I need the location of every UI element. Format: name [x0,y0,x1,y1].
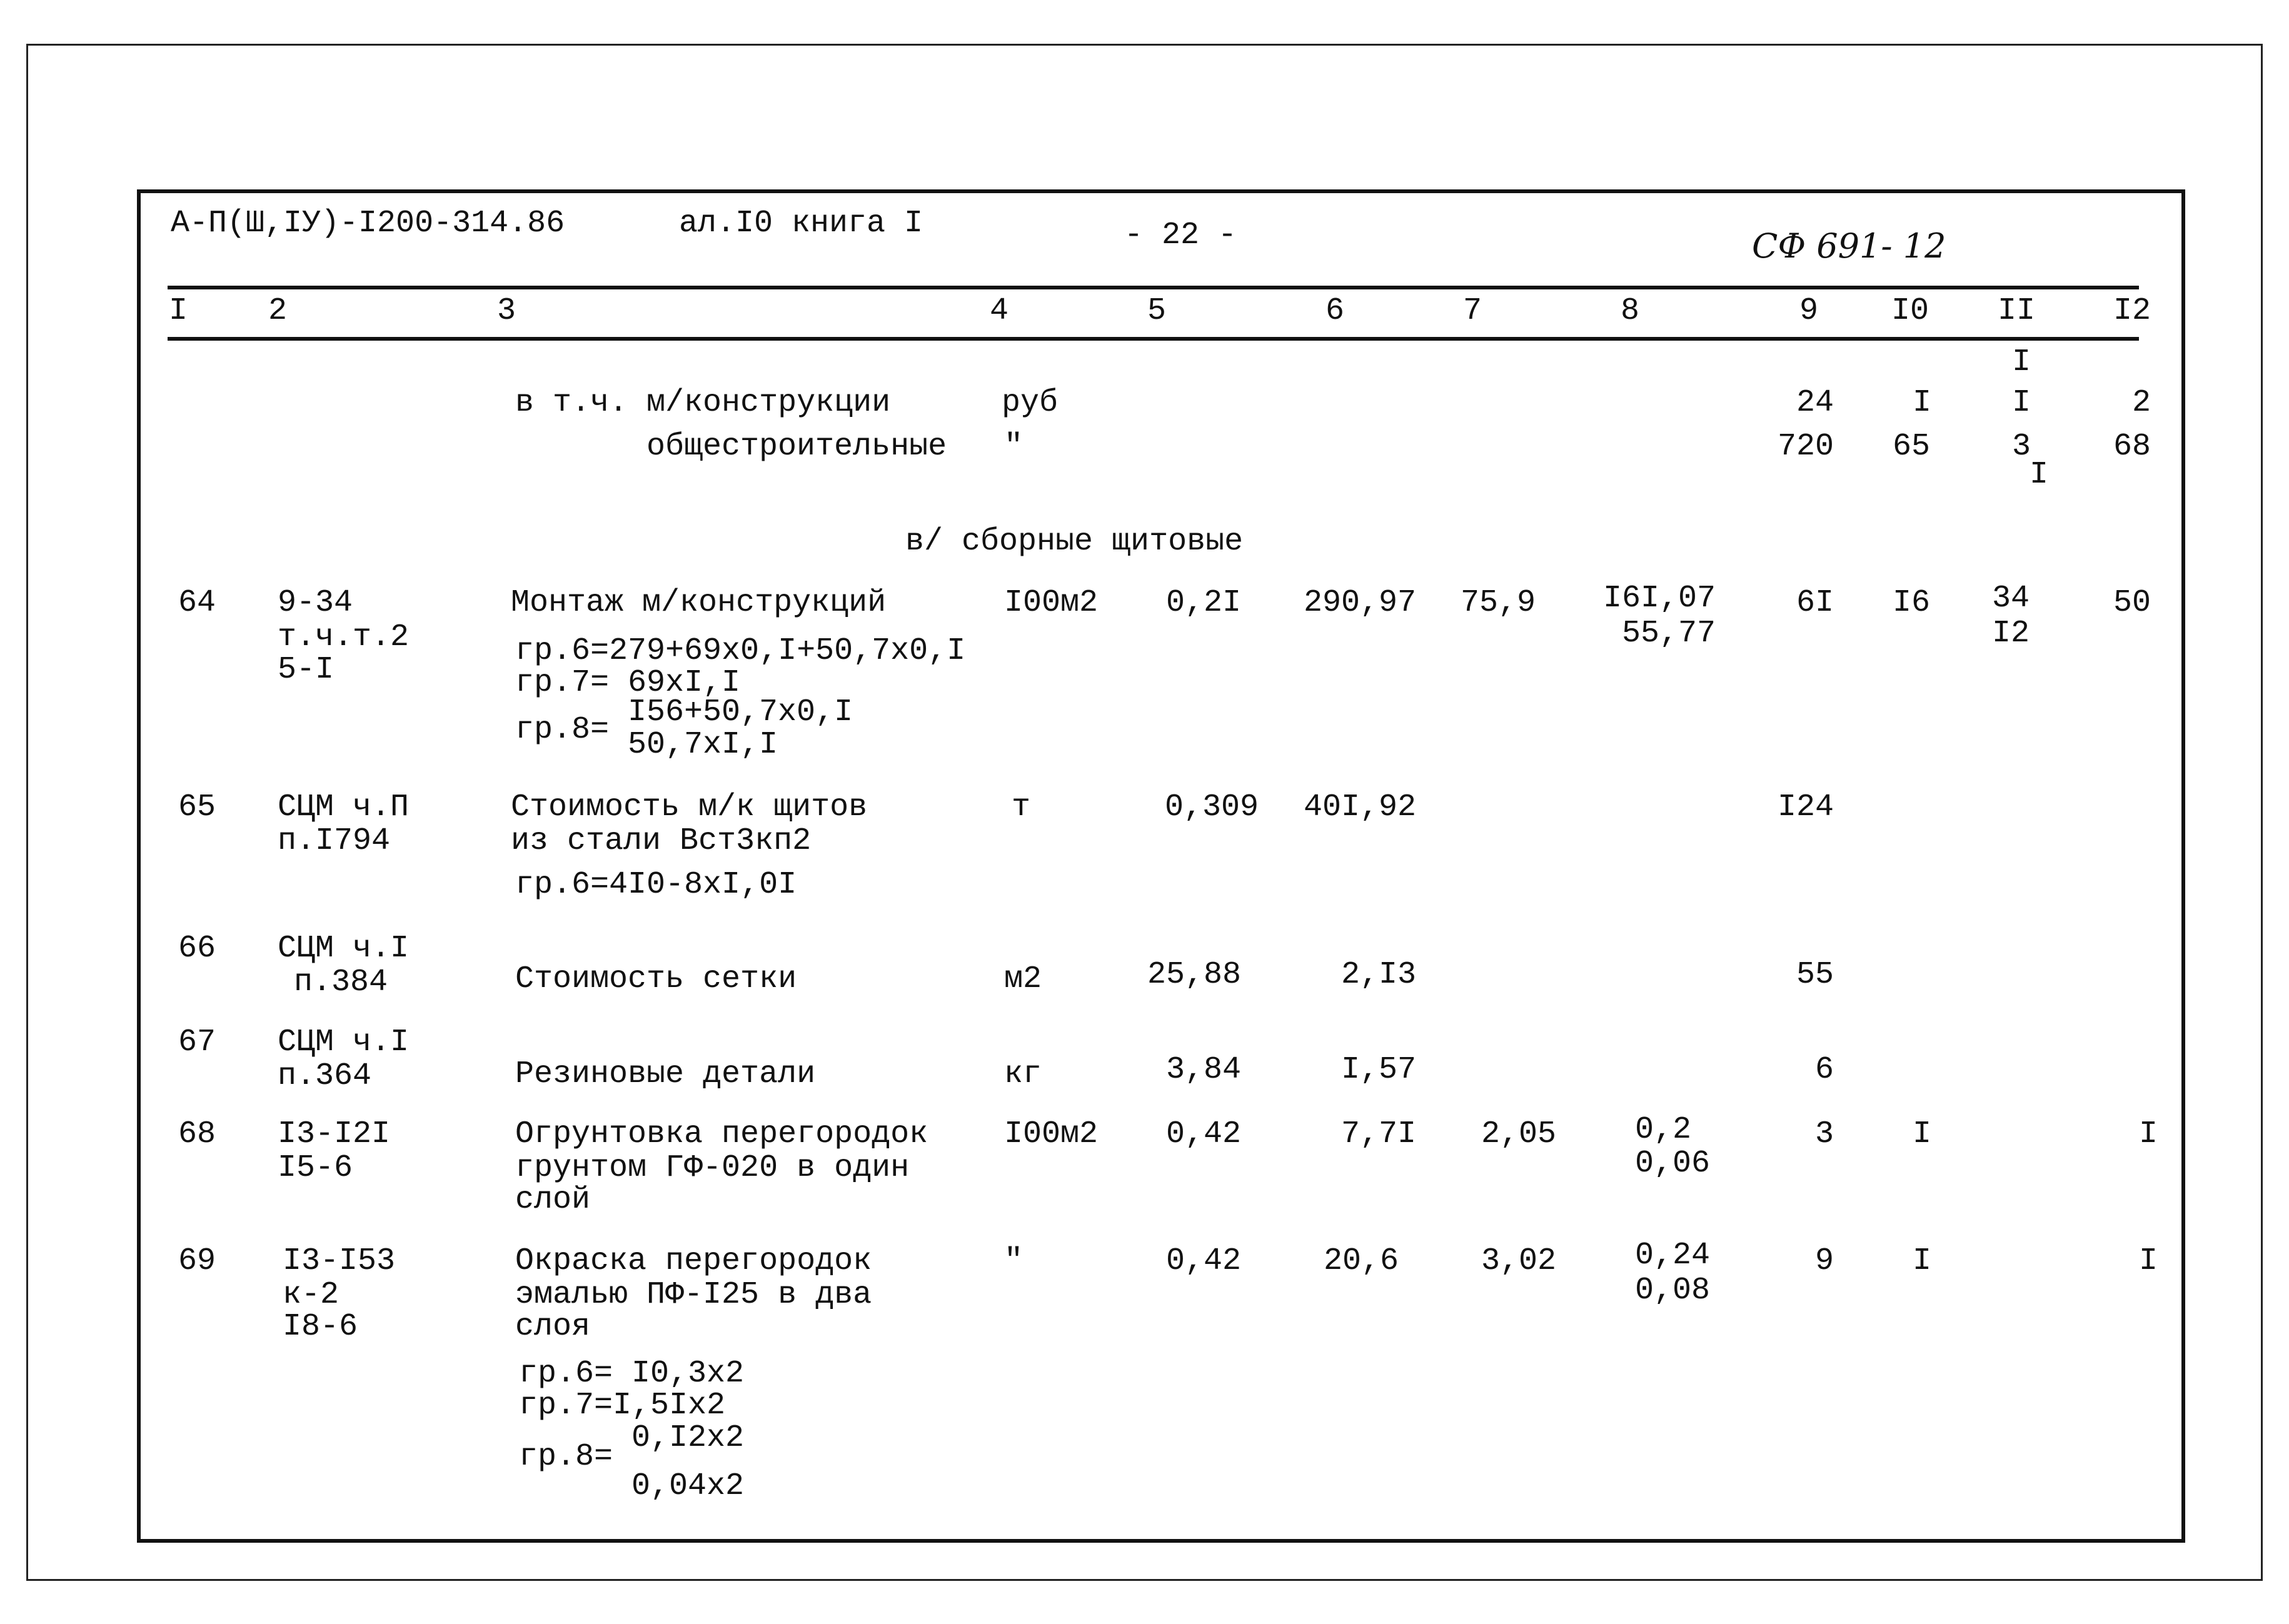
cell: 65 [1892,429,1930,464]
cell: 3 [1814,1116,1834,1152]
work-name: Стоимость м/к щитов [511,789,868,825]
work-name: грунтом ГФ-020 в один [515,1150,910,1186]
rate-code: СЦМ ч.I [278,931,410,966]
formula: 0,I2x2 [631,1420,745,1456]
rate-code: 5-I [278,652,335,688]
quantity: 3,84 [1165,1052,1241,1088]
cell: 0,24 [1635,1238,1711,1273]
unit: " [1004,429,1024,464]
work-name: эмалью ПФ-I25 в два [515,1277,872,1313]
subtotal-label: в т.ч. м/конструкции [515,385,891,421]
unit: I00м2 [1004,585,1099,621]
col-header: I2 [2113,293,2151,329]
work-name: Монтаж м/конструкций [511,585,887,621]
row-number: 67 [178,1025,216,1060]
cell: 6 [1814,1052,1834,1088]
cell: 290,97 [1303,585,1416,621]
formula: гр.8= [515,712,610,748]
cell: 720 [1777,429,1834,464]
row-number: 69 [178,1243,216,1279]
quantity: 0,42 [1165,1243,1241,1279]
unit: " [1004,1243,1024,1279]
cell: 3 [2012,429,2031,464]
unit: I00м2 [1004,1116,1099,1152]
cell: I [2139,1243,2158,1279]
unit: т [1012,789,1031,825]
cell: I [1913,1243,1932,1279]
row-number: 65 [178,789,216,825]
rate-code: т.ч.т.2 [278,619,410,655]
col-header: 8 [1620,293,1640,329]
cell: 0,08 [1635,1273,1711,1308]
cell: 68 [2113,429,2151,464]
unit: руб [1002,385,1059,421]
cell: 2,05 [1481,1116,1556,1152]
rate-code: к-2 [283,1277,340,1313]
cell: I [1913,385,1932,421]
work-name: слоя [515,1309,591,1345]
cell: I [2012,385,2031,421]
cell: 3,02 [1481,1243,1556,1279]
rate-code: п.I794 [278,823,391,859]
formula: гр.8= [519,1439,613,1475]
formula: 50,7xI,I [628,727,778,763]
cell: 9 [1814,1243,1834,1279]
subtotal-label: общестроительные [646,429,947,464]
cell: I [2030,457,2049,493]
header-top-rule [168,286,2139,289]
row-number: 66 [178,931,216,966]
quantity: 25,88 [1147,957,1241,993]
unit: кг [1004,1056,1042,1092]
cell: I,57 [1341,1052,1416,1088]
handwritten-stamp: СФ 691- 12 [1752,226,1946,266]
work-name: Резиновые детали [515,1056,816,1092]
cell: 20,6 [1323,1243,1399,1279]
work-name: Стоимость сетки [515,961,797,997]
rate-code: СЦМ ч.I [278,1025,410,1060]
page-number: - 22 - [1124,218,1237,253]
cell: 24 [1796,385,1834,421]
rate-code: I8-6 [283,1309,358,1345]
rate-code: I5-6 [278,1150,353,1186]
cell: 34 [1991,581,2030,616]
formula: 0,04x2 [631,1468,745,1504]
work-name: из стали Вст3кп2 [511,823,812,859]
cell: I [2139,1116,2158,1152]
formula: гр.6=4I0-8xI,0I [515,867,797,903]
cell: 75,9 [1460,585,1536,621]
cell: I6I,07 [1602,581,1716,616]
col-header: I0 [1891,293,1929,329]
col-header: 9 [1799,293,1819,329]
cell: I [2012,344,2031,380]
col-header: 3 [496,293,516,329]
cell: I [1913,1116,1932,1152]
formula: гр.6=279+69x0,I+50,7x0,I [515,633,966,669]
cell: 0,2 [1635,1112,1692,1148]
cell: 2 [2131,385,2151,421]
work-name: слой [515,1182,591,1218]
quantity: 0,309 [1164,789,1259,825]
unit: м2 [1004,961,1042,997]
formula: I56+50,7x0,I [628,694,853,730]
document-frame [137,189,2185,1543]
cell: I6 [1892,585,1930,621]
cell: I2 [1991,616,2030,651]
row-number: 64 [178,585,216,621]
rate-code: I3-I2I [278,1116,391,1152]
work-name: Окраска перегородок [515,1243,872,1279]
cell: 55,77 [1621,616,1716,651]
rate-code: I3-I53 [283,1243,396,1279]
col-header: 4 [989,293,1009,329]
rate-code: п.364 [278,1058,372,1094]
rate-code: СЦМ ч.П [278,789,410,825]
header-bottom-rule [168,337,2139,341]
rate-code: 9-34 [278,585,353,621]
cell: 7,7I [1341,1116,1416,1152]
cell: 50 [2113,585,2151,621]
cell: 2,I3 [1341,957,1416,993]
quantity: 0,42 [1165,1116,1241,1152]
formula: гр.7=I,5Ix2 [519,1388,726,1423]
formula: гр.7= 69xI,I [515,665,741,701]
section-title: в/ сборные щитовые [905,524,1244,559]
cell: 40I,92 [1303,789,1416,825]
cell: I24 [1777,789,1834,825]
col-header: I [168,293,188,329]
album-label: ал.I0 книга I [679,206,923,241]
cell: 55 [1796,957,1834,993]
quantity: 0,2I [1165,585,1241,621]
work-name: Огрунтовка перегородок [515,1116,928,1152]
col-header: 6 [1325,293,1345,329]
doc-code: А-П(Ш,IУ)-I200-314.86 [171,206,565,241]
cell: 0,06 [1635,1146,1711,1181]
formula: гр.6= I0,3x2 [519,1356,745,1391]
col-header: 5 [1147,293,1167,329]
rate-code: п.384 [294,965,388,1000]
col-header: 7 [1462,293,1482,329]
col-header: II [1997,293,2036,329]
row-number: 68 [178,1116,216,1152]
cell: 6I [1796,585,1834,621]
col-header: 2 [268,293,288,329]
